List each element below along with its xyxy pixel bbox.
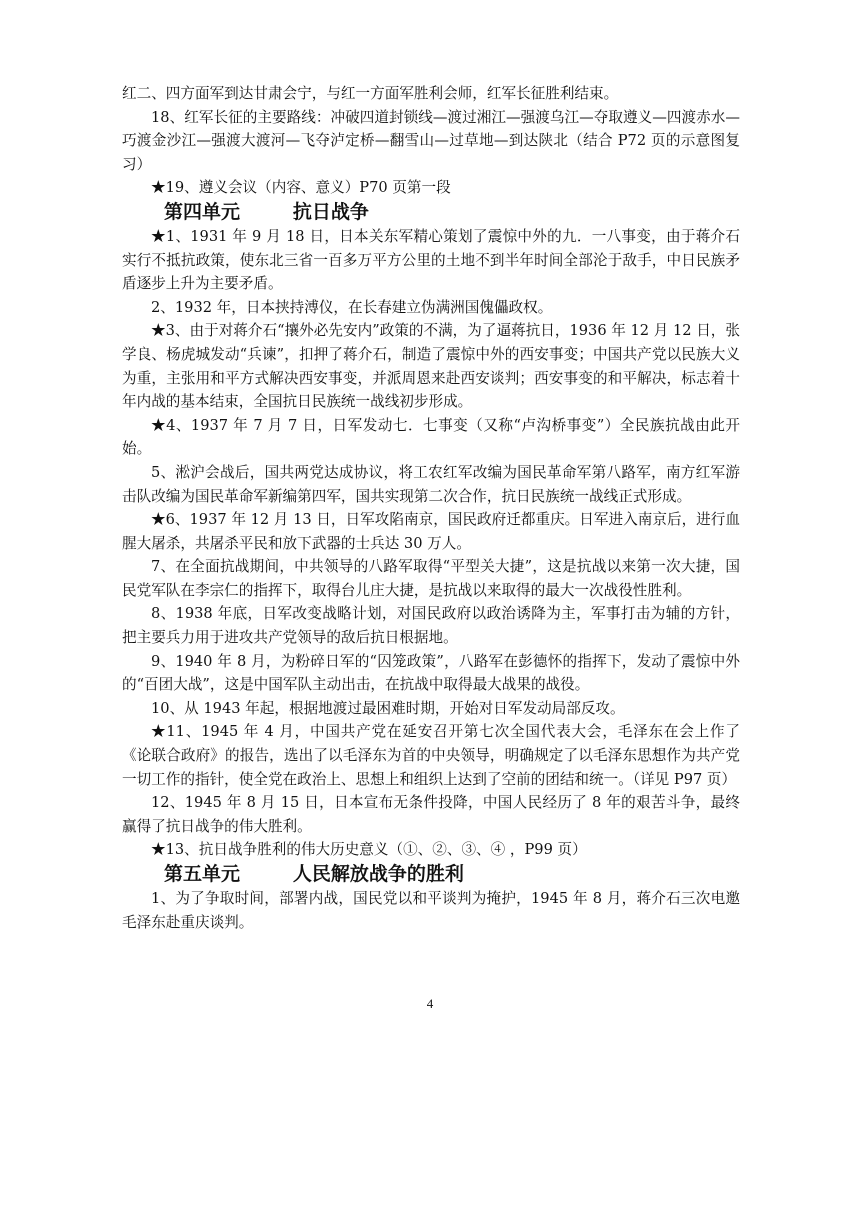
paragraph-4-9: 9、1940 年 8 月，为粉碎日军的“囚笼政策”，八路军在彭德怀的指挥下，发动了震惊中外的“百团大战”，这是中国军队主动出击，在抗战中取得最大战果的战役。 (122, 652, 740, 694)
paragraph-4-13: ★13、抗日战争胜利的伟大历史意义（①、②、③、④ ，P99 页） (151, 841, 587, 859)
paragraph-4-10: 10、从 1943 年起，根据地渡过最困难时期，开始对日军发动局部反攻。 (151, 699, 625, 717)
paragraph-4-8: 8、1938 年底，日军改变战略计划，对国民政府以政治诱降为主，军事打击为辅的方针，把主要兵力用于进攻共产党领导的敌后抗日根据地。 (122, 605, 740, 647)
paragraph-19-zunyi: ★19、遵义会议（内容、意义）P70 页第一段 (151, 179, 451, 197)
paragraph-4-3: ★3、由于对蒋介石“攘外必先安内”政策的不满，为了逼蒋抗日，1936 年 12 月 12 日，张学良、杨虎城发动“兵谏”，扣押了蒋介石，制造了震惊中外的西安事变；中国共产党以民族大义为重，主张用和平方式解决西安事变，并派周恩来赴西安谈判；西安事变的和平解决，标志着十年内战的基本结束，全国抗日民族统一战线初步形成。 (122, 322, 740, 411)
paragraph-4-2: 2、1932 年，日本挟持溥仪，在长春建立伪满洲国傀儡政权。 (151, 298, 553, 316)
unit-4-heading: 第四单元 抗日战争 (164, 200, 369, 223)
paragraph-4-6: ★6、1937 年 12 月 13 日，日军攻陷南京，国民政府迁都重庆。日军进入南京后，进行血腥大屠杀，共屠杀平民和放下武器的士兵达 30 万人。 (122, 511, 740, 552)
page-number: 4 (426, 996, 434, 1011)
unit-5-heading: 第五单元 人民解放战争的胜利 (164, 863, 464, 885)
paragraph-4-1: ★1、1931 年 9 月 18 日，日本关东军精心策划了震惊中外的九．一八事变，由于蒋介石实行不抵抗政策，使东北三省一百多万平方公里的土地不到半年时间全部沦于敌手，中日民族矛盾逐步上升为主要矛盾。 (122, 227, 740, 293)
paragraph-changzheng-end: 红二、四方面军到达甘肃会宁，与红一方面军胜利会师，红军长征胜利结束。 (122, 85, 619, 102)
paragraph-18-long-march-route: 18、红军长征的主要路线：冲破四道封锁线—渡过湘江—强渡乌江—夺取遵义—四渡赤水—巧渡金沙江—强渡大渡河—飞夺泸定桥—翻雪山—过草地—到达陕北（结合 P72 页的示意图复习） (122, 108, 740, 173)
paragraph-4-7: 7、在全面抗战期间，中共领导的八路军取得“平型关大捷”，这是抗战以来第一次大捷，国民党军队在李宗仁的指挥下，取得台儿庄大捷，是抗战以来取得的最大一次战役性胜利。 (122, 558, 740, 599)
paragraph-5-1: 1、为了争取时间，部署内战，国民党以和平谈判为掩护，1945 年 8 月，蒋介石三次电邀毛泽东赴重庆谈判。 (122, 890, 740, 931)
paragraph-4-4: ★4、1937 年 7 月 7 日，日军发动七．七事变（又称“卢沟桥事变”）全民族抗战由此开始。 (122, 416, 740, 458)
paragraph-4-12: 12、1945 年 8 月 15 日，日本宣布无条件投降，中国人民经历了 8 年的艰苦斗争，最终赢得了抗日战争的伟大胜利。 (122, 794, 740, 835)
paragraph-4-5: 5、淞沪会战后，国共两党达成协议，将工农红军改编为国民革命军第八路军，南方红军游击队改编为国民革命军新编第四军，国共实现第二次合作，抗日民族统一战线正式形成。 (122, 463, 740, 505)
paragraph-4-11: ★11、1945 年 4 月，中国共产党在延安召开第七次全国代表大会，毛泽东在会上作了《论联合政府》的报告，选出了以毛泽东为首的中央领导，明确规定了以毛泽东思想作为共产党一切工作的指针，使全党在政治上、思想上和组织上达到了空前的团结和统一。（详见 P97 页） (122, 723, 740, 788)
page-content (122, 82, 740, 934)
